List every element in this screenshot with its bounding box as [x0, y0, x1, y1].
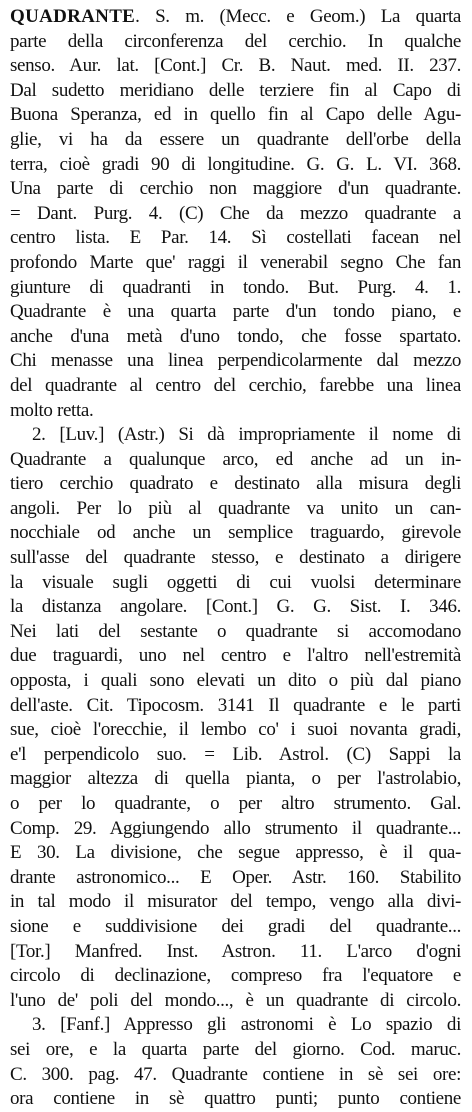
entry-line: angoli. Per lo più al quadrante va unito un can- [10, 497, 461, 519]
entry-line: sue, cioè l'orecchie, il lembo co' i suoi novanta gradi, [10, 719, 461, 741]
entry-line: glie, vi ha da essere un quadrante dell'orbe della [10, 128, 461, 150]
entry-line: drante astronomico... E Oper. Astr. 160. Stabilito [10, 866, 461, 888]
entry-line: 3. [Fanf.] Appresso gli astronomi è Lo spazio di [32, 1014, 461, 1036]
entry-line: Quadrante è una quarta parte d'un tondo piano, e [10, 301, 461, 323]
entry-line: E 30. La divisione, che segue appresso, è il qua- [10, 842, 461, 864]
entry-line: [Tor.] Manfred. Inst. Astron. 11. L'arco d'ogni [10, 940, 461, 962]
entry-line: ora contiene in sè quattro punti; punto contiene [10, 1088, 461, 1110]
entry-line: l'uno de' poli del mondo..., è un quadrante di circolo. [10, 989, 461, 1011]
entry-line: QUADRANTE. S. m. (Mecc. e Geom.) La quarta [10, 6, 461, 27]
entry-line: Quadrante a qualunque arco, ed anche ad un in- [10, 448, 461, 470]
entry-line: Una parte di cerchio non maggiore d'un quadrante. [10, 178, 461, 200]
entry-line: Comp. 29. Aggiungendo allo strumento il quadrante... [10, 817, 461, 839]
entry-line-text: S. m. (Mecc. e Geom.) La quarta [155, 6, 461, 27]
entry-line: giunture di quadranti in tondo. But. Purg. 4. 1. [10, 276, 461, 298]
entry-line: Chi menasse una linea perpendicolarmente dal mezzo [10, 350, 461, 372]
entry-line: = Dant. Purg. 4. (C) Che da mezzo quadrante a [10, 202, 461, 224]
entry-line: 2. [Luv.] (Astr.) Si dà impropriamente il nome di [32, 424, 461, 446]
entry-line: e'l perpendicolo suo. = Lib. Astrol. (C) Sappi la [10, 743, 461, 765]
entry-headword: QUADRANTE [10, 6, 136, 27]
entry-line: senso. Aur. lat. [Cont.] Cr. B. Naut. med. II. 237. [10, 55, 461, 77]
entry-line: del quadrante al centro del cerchio, farebbe una linea [10, 374, 461, 396]
entry-line: in tal modo il misurator del tempo, vengo alla divi- [10, 891, 461, 913]
entry-line: sei ore, e la quarta parte del giorno. Cod. maruc. [10, 1038, 461, 1060]
entry-line: Dal sudetto meridiano delle terziere fin al Capo di [10, 79, 461, 101]
entry-line: opposta, i quali sono elevati un dito o più dal piano [10, 670, 461, 692]
entry-line: profondo Marte que' raggi il venerabil segno Che fan [10, 251, 461, 273]
entry-line: nocchiale od anche un semplice traguardo, girevole [10, 522, 461, 544]
entry-line: maggior altezza di quella pianta, o per l'astrolabio, [10, 768, 461, 790]
entry-line: tiero cerchio quadrato e destinato alla misura degli [10, 473, 461, 495]
entry-line: o per lo quadrante, o per altro strumento. Gal. [10, 793, 461, 814]
entry-line: Buona Speranza, ed in quello fin al Capo delle Agu- [10, 104, 461, 126]
entry-line: la visuale sugli oggetti di cui vuolsi determinare [10, 571, 461, 593]
entry-line: dell'aste. Cit. Tipocosm. 3141 Il quadrante e le parti [10, 694, 461, 716]
entry-line: due traguardi, uno nel centro e l'altro nell'estremità [10, 645, 461, 667]
entry-line: sull'asse del quadrante stesso, e destinato a dirigere [10, 547, 461, 569]
entry-line: centro lista. E Par. 14. Sì costellati facean nel [10, 227, 461, 249]
entry-line: C. 300. pag. 47. Quadrante contiene in sè sei ore: [10, 1063, 461, 1085]
entry-line: parte della circonferenza del cerchio. In qualche [10, 30, 461, 52]
entry-line: Nei lati del sestante o quadrante si accomodano [10, 620, 461, 642]
entry-line: circolo di declinazione, compreso fra l'equatore e [10, 965, 461, 987]
entry-line: sione e suddivisione dei gradi del quadrante... [10, 915, 461, 937]
entry-line: molto retta. [10, 399, 94, 421]
entry-line: anche d'una metà d'uno tondo, che fosse spartato. [10, 325, 461, 347]
entry-line: la distanza angolare. [Cont.] G. G. Sist. I. 346. [10, 596, 461, 618]
entry-line: terra, cioè gradi 90 di longitudine. G. G. L. VI. 368. [10, 153, 461, 175]
